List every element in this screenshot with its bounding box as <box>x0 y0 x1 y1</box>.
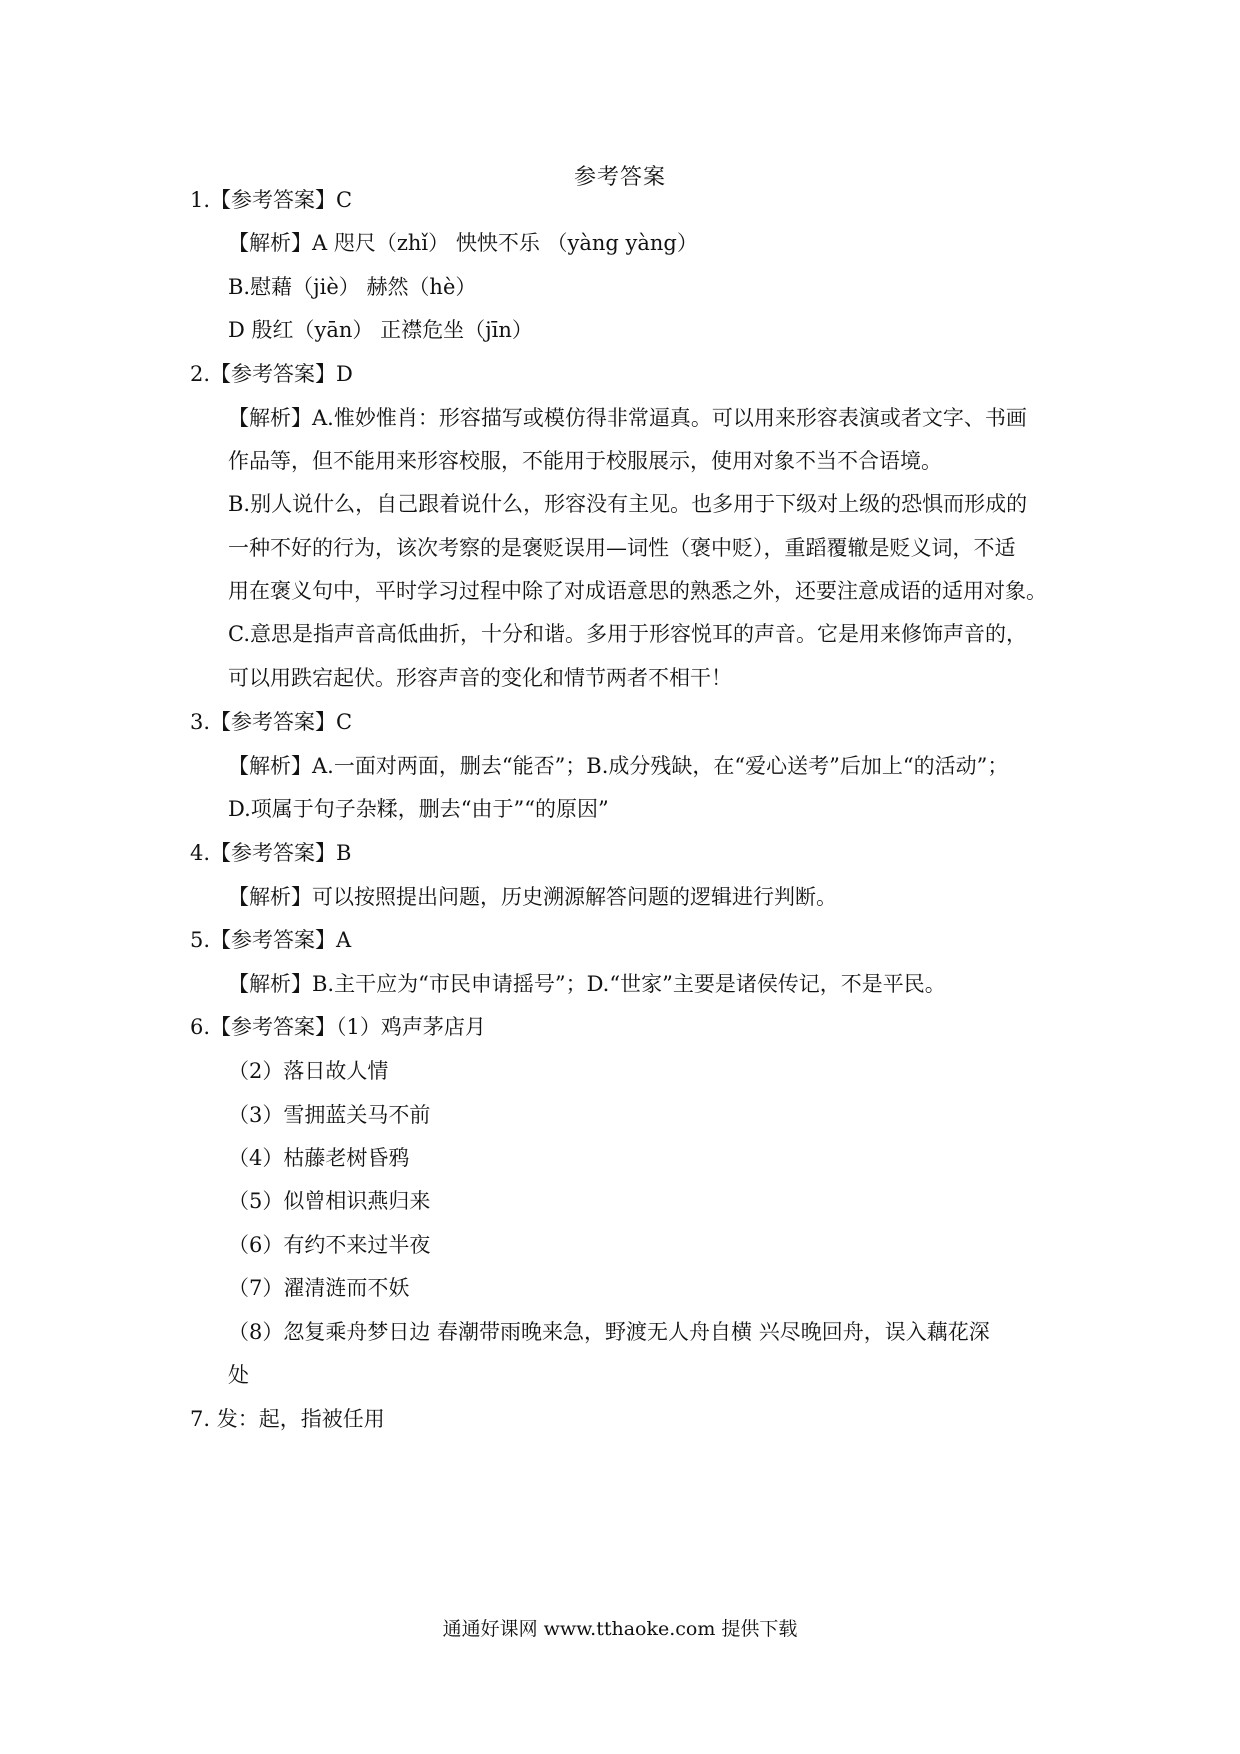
answer-5-analysis: 【解析】B.主干应为“市民申请摇号”；D.“世家”主要是诸侯传记，不是平民。 <box>228 972 946 996</box>
answer-4-heading: 4.【参考答案】B <box>190 841 352 865</box>
answer-3-analysis-line-1: 【解析】A.一面对两面，删去“能否”；B.成分残缺，在“爱心送考”后加上“的活动”； <box>228 754 1009 778</box>
answer-3-heading: 3.【参考答案】C <box>190 710 353 734</box>
answer-6-item-7: （7）濯清涟而不妖 <box>228 1276 410 1300</box>
answer-6-item-2: （2）落日故人情 <box>228 1059 389 1083</box>
answer-6-heading: 6.【参考答案】（1）鸡声茅店月 <box>190 1015 486 1039</box>
answer-1-analysis-b: B.慰藉（jiè） 赫然（hè） <box>228 275 477 299</box>
answer-1-heading: 1.【参考答案】C <box>190 188 353 212</box>
answer-2-analysis-line-6: C.意思是指声音高低曲折，十分和谐。多用于形容悦耳的声音。它是用来修饰声音的， <box>228 622 1027 646</box>
answer-6-item-3: （3）雪拥蓝关马不前 <box>228 1103 431 1127</box>
answer-2-analysis-line-4: 一种不好的行为，该次考察的是褒贬误用—词性（褒中贬），重蹈覆辙是贬义词，不适 <box>228 536 1016 560</box>
answer-2-analysis-line-2: 作品等，但不能用来形容校服，不能用于校服展示，使用对象不当不合语境。 <box>228 449 942 473</box>
answer-2-analysis-line-3: B.别人说什么，自己跟着说什么，形容没有主见。也多用于下级对上级的恐惧而形成的 <box>228 492 1028 516</box>
answer-6-item-8: （8）忽复乘舟梦日边 春潮带雨晚来急，野渡无人舟自横 兴尽晚回舟，误入藕花深 <box>228 1320 990 1344</box>
answer-1-analysis-d: D 殷红（yān） 正襟危坐（jīn） <box>228 318 533 342</box>
answer-1-analysis-a: 【解析】A 咫尺（zhǐ） 怏怏不乐 （yàng yàng） <box>228 231 698 255</box>
answer-2-analysis-line-1: 【解析】A.惟妙惟肖：形容描写或模仿得非常逼真。可以用来形容表演或者文字、书画 <box>228 406 1027 430</box>
page-footer: 通通好课网 www.tthaoke.com 提供下载 <box>442 1618 798 1640</box>
answer-6-item-4: （4）枯藤老树昏鸦 <box>228 1146 410 1170</box>
answer-4-analysis: 【解析】可以按照提出问题，历史溯源解答问题的逻辑进行判断。 <box>228 885 837 909</box>
answer-3-analysis-line-2: D.项属于句子杂糅，删去“由于”“的原因” <box>228 797 609 821</box>
answer-6-item-8-continued: 处 <box>228 1363 249 1387</box>
page-title: 参考答案 <box>573 165 666 190</box>
answer-2-heading: 2.【参考答案】D <box>190 362 353 386</box>
answer-6-item-6: （6）有约不来过半夜 <box>228 1233 431 1257</box>
answer-2-analysis-line-5: 用在褒义句中，平时学习过程中除了对成语意思的熟悉之外，还要注意成语的适用对象。 <box>228 579 1047 603</box>
answer-5-heading: 5.【参考答案】A <box>190 928 352 952</box>
answer-6-item-5: （5）似曾相识燕归来 <box>228 1189 431 1213</box>
answer-7-heading: 7. 发：起，指被任用 <box>190 1407 385 1431</box>
answer-2-analysis-line-7: 可以用跌宕起伏。形容声音的变化和情节两者不相干！ <box>228 666 732 690</box>
